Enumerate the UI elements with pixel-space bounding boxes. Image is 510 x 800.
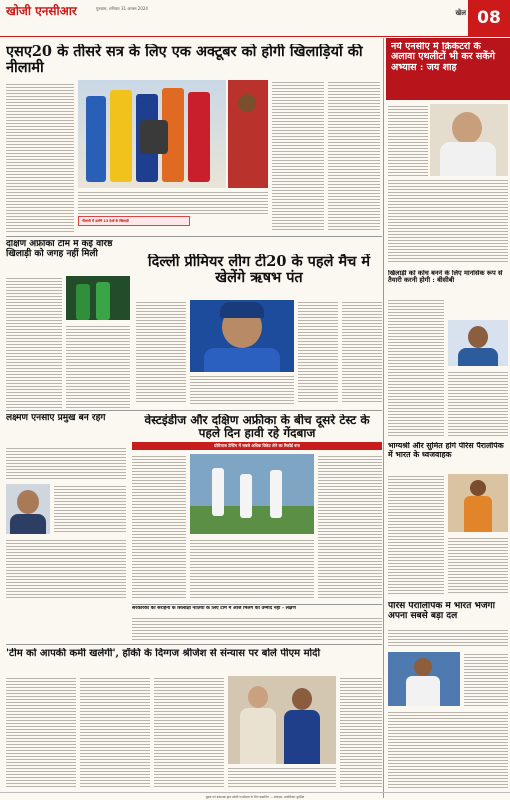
wi-sa-body-col3 bbox=[318, 454, 382, 600]
sreejesh-headline: 'टीम को आपकी कमी खलेगी', हॉकी के दिग्गज श्रीजेश से संन्यास पर बोले पीएम मोदी bbox=[6, 648, 321, 659]
bcb-coach-photo bbox=[448, 320, 508, 366]
delhi-premier-body-col3 bbox=[298, 300, 338, 404]
sreejesh-photo-caption bbox=[228, 766, 336, 788]
flag-bearers-photo bbox=[448, 474, 508, 532]
laxman-shirt bbox=[10, 514, 46, 534]
horizontal-divider bbox=[132, 604, 382, 605]
sa-team-body-col1 bbox=[6, 276, 62, 408]
govt-strip-body bbox=[132, 616, 382, 640]
sa20-photo-caption-text bbox=[78, 190, 268, 216]
para-athlete-body bbox=[406, 676, 440, 706]
flag-bearers-body-col1 bbox=[388, 474, 444, 594]
player-head bbox=[238, 94, 256, 112]
modi-head bbox=[248, 686, 268, 708]
bcb-mental-body-col2 bbox=[448, 370, 508, 438]
sa20-players-photo bbox=[78, 80, 226, 188]
jay-shah-head bbox=[452, 112, 482, 144]
player-figure bbox=[188, 92, 210, 182]
sa-team-body-col2 bbox=[66, 324, 130, 408]
sa-team-photo bbox=[66, 276, 130, 320]
paris-para-body-col3 bbox=[388, 710, 508, 788]
laxman-body-side bbox=[54, 484, 126, 534]
jay-shah-photo bbox=[430, 104, 508, 176]
footer-imprint: मुद्रक एवं प्रकाशक द्वारा खोजी एनसीआर के लिए प्रकाशित — संपादक, सर्वाधिकार सुरक्षित bbox=[0, 792, 510, 800]
govt-strip-headline: सरकारका की सराहना के सिलाक्षा नीतियों के लिए टीम में आज मिलेंगे को उम्मीद नहीं - लक्षण bbox=[132, 606, 296, 611]
delhi-premier-headline: दिल्ली प्रीमियर लीग टी20 के पहले मैच में खेलेंगे ऋषभ पंत bbox=[147, 254, 371, 286]
bcb-mental-headline: खिलाड़ी को कोच बनने के लिए मानसिक रूप से तैयारी करनी होगी : बीसीबी bbox=[388, 270, 503, 285]
jay-shah-shirt bbox=[440, 142, 496, 176]
sa-team-headline: दक्षिण अफ्रीका टीम में कई वरिष्ठ खिलाड़ी को जगह नहीं मिली bbox=[6, 240, 113, 259]
sreejesh-photo bbox=[228, 676, 336, 764]
jay-shah-body-col2 bbox=[388, 178, 508, 262]
sa20-auction-body-col2 bbox=[272, 80, 324, 230]
sa20-side-photo bbox=[228, 80, 268, 188]
paris-para-headline: पेरिस पैरालिंपिक में भारत भेजेगा अपना सबसे बड़ा दल bbox=[388, 602, 495, 621]
player-figure bbox=[110, 90, 132, 182]
coach-shirt bbox=[458, 348, 498, 366]
wi-sa-body-col1 bbox=[132, 454, 186, 600]
sa20-auction-body-col1 bbox=[6, 82, 74, 232]
newspaper-logo: खोजी एनसीआर bbox=[6, 4, 77, 18]
jay-shah-headline-box bbox=[386, 38, 510, 100]
pitch-ground bbox=[190, 506, 314, 534]
laxman-photo bbox=[6, 484, 50, 534]
sa20-trophy bbox=[140, 120, 168, 154]
column-divider bbox=[383, 38, 384, 798]
bcb-mental-body-col1 bbox=[388, 298, 444, 438]
wi-sa-match-photo bbox=[190, 454, 314, 534]
player-figure bbox=[86, 96, 106, 182]
laxman-body-top bbox=[6, 446, 126, 480]
wi-sa-subhead: प्रोटियाज टेस्टिंग में सबसे अधिक विकेट लेने का रिकॉर्ड बना bbox=[214, 443, 300, 448]
athlete-body bbox=[464, 496, 492, 532]
wi-sa-subhead-bar bbox=[132, 442, 382, 450]
delhi-premier-body-col2 bbox=[190, 374, 294, 404]
horizontal-divider bbox=[6, 236, 382, 237]
coach-head bbox=[468, 326, 488, 348]
flag-bearers-body-col2 bbox=[448, 536, 508, 594]
jay-shah-headline: नये एनसीए में क्रिकेटरों के अलावा एथलीटों भी कर सकेंगे अभ्यास : जय शाह bbox=[391, 42, 495, 73]
laxman-head bbox=[17, 490, 39, 514]
wi-sa-body-col2 bbox=[190, 538, 314, 600]
flag-bearers-headline: भाग्यश्री और सुमित होंगे पेरिस पैरालंपिक में भारत के ध्वजवाहक bbox=[388, 442, 504, 459]
sreejesh-body-col1 bbox=[6, 676, 76, 788]
horizontal-divider bbox=[6, 644, 382, 645]
sreejesh-body bbox=[284, 710, 320, 764]
sa20-auction-headline: एसए20 के तीसरे सत्र के लिए एक अक्टूबर को होगी खिलाड़ियों की नीलामी bbox=[6, 44, 363, 76]
masthead bbox=[0, 0, 510, 37]
player-figure bbox=[240, 474, 252, 518]
para-athlete-head bbox=[414, 658, 432, 676]
rishabh-pant-cap bbox=[220, 302, 264, 318]
delhi-premier-body-col4 bbox=[342, 300, 382, 404]
sreejesh-body-col2 bbox=[80, 676, 150, 788]
sa20-caption: नीलामी में उतरेंगे 13 देशों के खिलाड़ी bbox=[82, 219, 129, 223]
page-number: 08 bbox=[468, 0, 510, 36]
sa20-caption-tag bbox=[78, 216, 190, 226]
sreejesh-head bbox=[292, 688, 312, 710]
laxman-body-bottom bbox=[6, 538, 126, 598]
player-figure bbox=[76, 284, 90, 320]
wi-sa-headline: वेस्टइंडीज और दक्षिण अफ्रीका के बीच दूसरे टेस्ट के पहले दिन हावी रहे गेंदबाज bbox=[144, 414, 370, 441]
rishabh-pant-photo bbox=[190, 300, 294, 372]
athlete-head bbox=[470, 480, 486, 496]
laxman-headline: लक्ष्मण एनसीए प्रमुख बने रहेंगे bbox=[6, 414, 106, 423]
paris-para-body-col2 bbox=[464, 652, 508, 706]
sreejesh-body-col4 bbox=[340, 676, 382, 788]
paris-para-body-col1 bbox=[388, 628, 508, 648]
horizontal-divider bbox=[6, 410, 382, 411]
delhi-premier-body-col1 bbox=[136, 300, 186, 404]
dateline: गुरुग्राम, शनिवार 31 अगस्त 2024 bbox=[96, 6, 148, 11]
player-figure bbox=[270, 470, 282, 518]
player-figure bbox=[96, 282, 110, 320]
sa20-auction-body-col3 bbox=[328, 80, 380, 230]
player-figure bbox=[212, 468, 224, 516]
paris-para-photo bbox=[388, 652, 460, 706]
sreejesh-body-col3 bbox=[154, 676, 224, 788]
section-label: खेल bbox=[455, 9, 466, 17]
rishabh-pant-jersey bbox=[204, 348, 280, 372]
modi-body bbox=[240, 708, 276, 764]
